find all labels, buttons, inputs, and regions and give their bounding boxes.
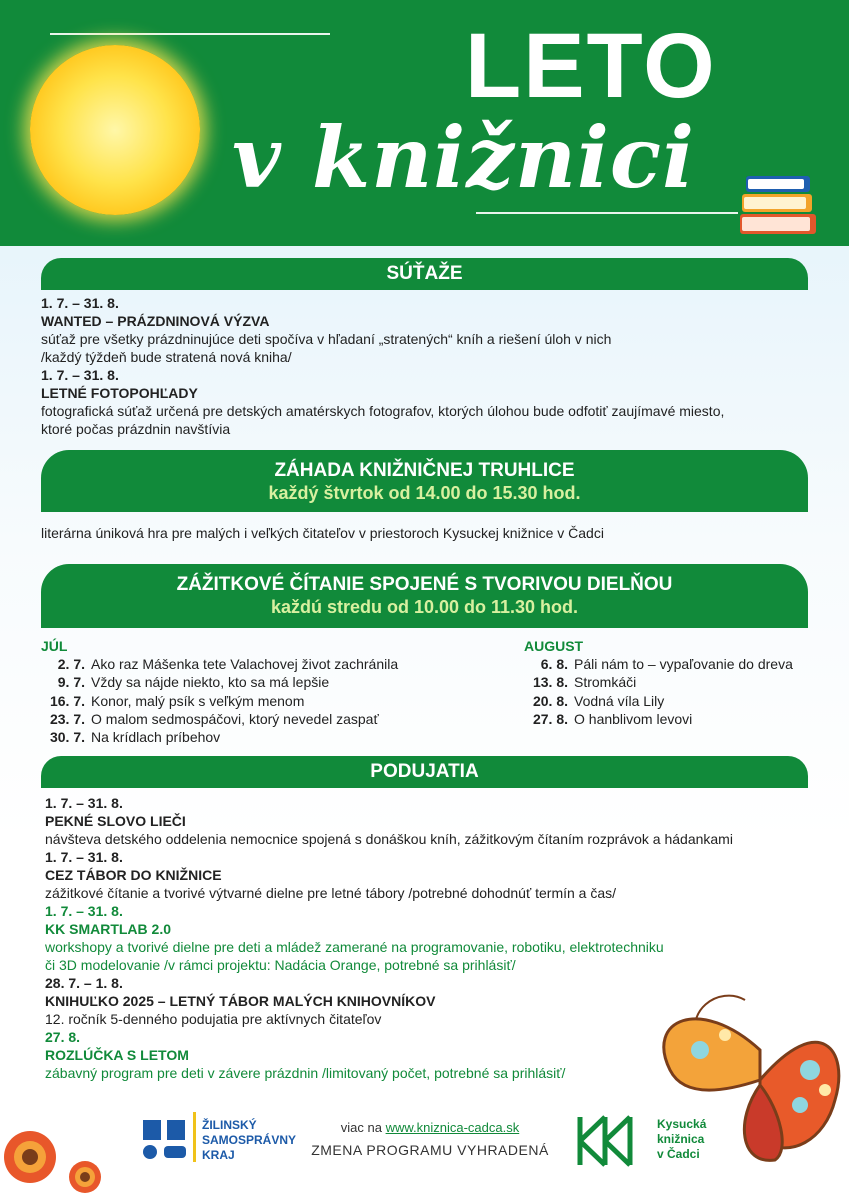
books-icon <box>740 172 820 240</box>
event-description: 12. ročník 5-denného podujatia pre aktívnych čitateľov <box>45 1011 382 1027</box>
more-info-label: viac na <box>340 1120 382 1135</box>
event-name: KNIHUĽKO 2025 – LETNÝ TÁBOR MALÝCH KNIHOVNÍKOV <box>45 993 436 1009</box>
calendar-row <box>524 655 824 673</box>
calendar-date: 23. 7. <box>49 710 85 727</box>
zsk-text-line: ŽILINSKÝ <box>202 1118 257 1132</box>
website-link[interactable]: www.kniznica-cadca.sk <box>385 1120 520 1135</box>
section-title: SÚŤAŽE <box>386 263 463 284</box>
event-name: PEKNÉ SLOVO LIEČI <box>45 813 186 829</box>
calendar-row <box>524 673 824 691</box>
title-leto: LETO <box>465 15 717 117</box>
calendar-date: 30. 7. <box>49 729 85 746</box>
calendar-title: Konor, malý psík s veľkým menom <box>91 692 305 709</box>
header-banner <box>0 0 849 246</box>
event-description: zážitkové čítanie a tvorivé výtvarné dielne pre letné tábory /potrebné dohodnúť termín a čas/ <box>45 885 617 901</box>
event-date: 1. 7. – 31. 8. <box>45 903 123 919</box>
calendar-row <box>41 728 481 746</box>
month-label: JÚL <box>41 638 68 654</box>
event-date: 27. 8. <box>45 1029 81 1045</box>
zsk-text-line: SAMOSPRÁVNY <box>202 1133 297 1147</box>
calendar-date: 27. 8. <box>532 710 568 727</box>
event-description: /každý týždeň bude stratená nová kniha/ <box>41 349 292 365</box>
event-name: ROZLÚČKA S LETOM <box>45 1047 189 1063</box>
calendar-title: Páli nám to – vypaľovanie do dreva <box>574 656 793 673</box>
calendar-date: 16. 7. <box>49 692 85 709</box>
zsk-logo-text <box>202 1118 296 1163</box>
calendar-jul <box>41 637 481 746</box>
section-title: PODUJATIA <box>370 761 479 782</box>
kk-logo-text <box>657 1117 706 1162</box>
event-description: fotografická súťaž určená pre detských amatérskych fotografov, ktorých úlohou bude odfotiť zaujímavé miesto, <box>41 403 725 419</box>
footer <box>0 1100 849 1200</box>
event-description: zábavný program pre deti v závere prázdnin /limitovaný počet, potrebné sa prihlásiť/ <box>45 1065 566 1081</box>
section-title: ZÁHADA KNIŽNIČNEJ TRUHLICE <box>274 460 575 481</box>
calendar-date: 6. 8. <box>540 656 568 673</box>
calendar-row <box>41 710 481 728</box>
calendar-row <box>524 692 824 710</box>
event-description: súťaž pre všetky prázdninujúce deti spočíva v hľadaní „stratených“ kníh a riešení úloh v nich <box>41 331 612 347</box>
event-date: 1. 7. – 31. 8. <box>45 795 123 811</box>
section-header-zahada <box>41 450 808 512</box>
zsk-coat-of-arms-icon <box>140 1118 190 1166</box>
event-date: 28. 7. – 1. 8. <box>45 975 123 991</box>
sun-icon <box>30 45 200 215</box>
sutaze-list <box>41 294 821 438</box>
title-v-kniznici: v knižnici <box>232 108 695 207</box>
section-title: ZÁŽITKOVÉ ČÍTANIE SPOJENÉ S TVORIVOU DIELŇOU <box>176 574 673 595</box>
event-date: 1. 7. – 31. 8. <box>41 295 119 311</box>
zsk-divider <box>193 1112 196 1162</box>
calendar-row <box>41 692 481 710</box>
section-schedule: každú stredu od 10.00 do 11.30 hod. <box>270 597 579 617</box>
calendar-date: 9. 7. <box>57 674 85 691</box>
event-date: 1. 7. – 31. 8. <box>45 849 123 865</box>
calendar-title: Ako raz Mášenka tete Valachovej život zachránila <box>91 656 399 673</box>
event-description: ktoré počas prázdnin navštívia <box>41 421 231 437</box>
zsk-text-line: KRAJ <box>202 1148 235 1162</box>
section-header-podujatia <box>41 756 808 788</box>
section-header-citanie <box>41 564 808 628</box>
calendar-date: 13. 8. <box>532 674 568 691</box>
event-name: KK SMARTLAB 2.0 <box>45 921 172 937</box>
section-schedule: každý štvrtok od 14.00 do 15.30 hod. <box>268 483 581 503</box>
program-change-notice: ZMENA PROGRAMU VYHRADENÁ <box>311 1142 549 1158</box>
event-name: CEZ TÁBOR DO KNIŽNICE <box>45 867 222 883</box>
calendar-title: Vodná víla Lily <box>574 692 665 709</box>
event-name: LETNÉ FOTOPOHĽADY <box>41 385 198 401</box>
month-label: AUGUST <box>524 638 584 654</box>
more-info <box>300 1120 560 1135</box>
calendar-title: O malom sedmospáčovi, ktorý nevedel zaspať <box>91 710 379 727</box>
decor-line-bottom <box>476 212 738 214</box>
calendar-row <box>41 655 481 673</box>
kk-logo-icon <box>575 1112 650 1170</box>
event-description: návšteva detského oddelenia nemocnice spojená s donáškou kníh, zážitkovým čítaním rozprávok a hádankami <box>45 831 733 847</box>
calendar-title: Na krídlach príbehov <box>91 729 221 746</box>
event-description: či 3D modelovanie /v rámci projektu: Nadácia Orange, potrebné sa prihlásiť/ <box>45 957 516 973</box>
decor-line-top <box>50 33 330 35</box>
event-date: 1. 7. – 31. 8. <box>41 367 119 383</box>
zahada-description: literárna úniková hra pre malých i veľkých čitateľov v priestoroch Kysuckej knižnice v Čadci <box>41 525 604 541</box>
event-description: workshopy a tvorivé dielne pre deti a mládež zamerané na programovanie, robotiku, elektrotechniku <box>45 939 664 955</box>
calendar-title: Vždy sa nájde niekto, kto sa má lepšie <box>91 674 330 691</box>
kk-text-line: Kysucká <box>657 1117 707 1131</box>
kk-text-line: knižnica <box>657 1132 705 1146</box>
calendar-title: O hanblivom levovi <box>574 710 693 727</box>
calendar-row <box>41 673 481 691</box>
calendar-row <box>524 710 824 728</box>
kk-text-line: v Čadci <box>657 1147 700 1161</box>
calendar-date: 2. 7. <box>57 656 85 673</box>
section-header-sutaze <box>41 258 808 290</box>
event-name: WANTED – PRÁZDNINOVÁ VÝZVA <box>41 313 270 329</box>
calendar-august <box>524 637 824 728</box>
calendar-title: Stromkáči <box>574 674 637 691</box>
calendar-date: 20. 8. <box>532 692 568 709</box>
